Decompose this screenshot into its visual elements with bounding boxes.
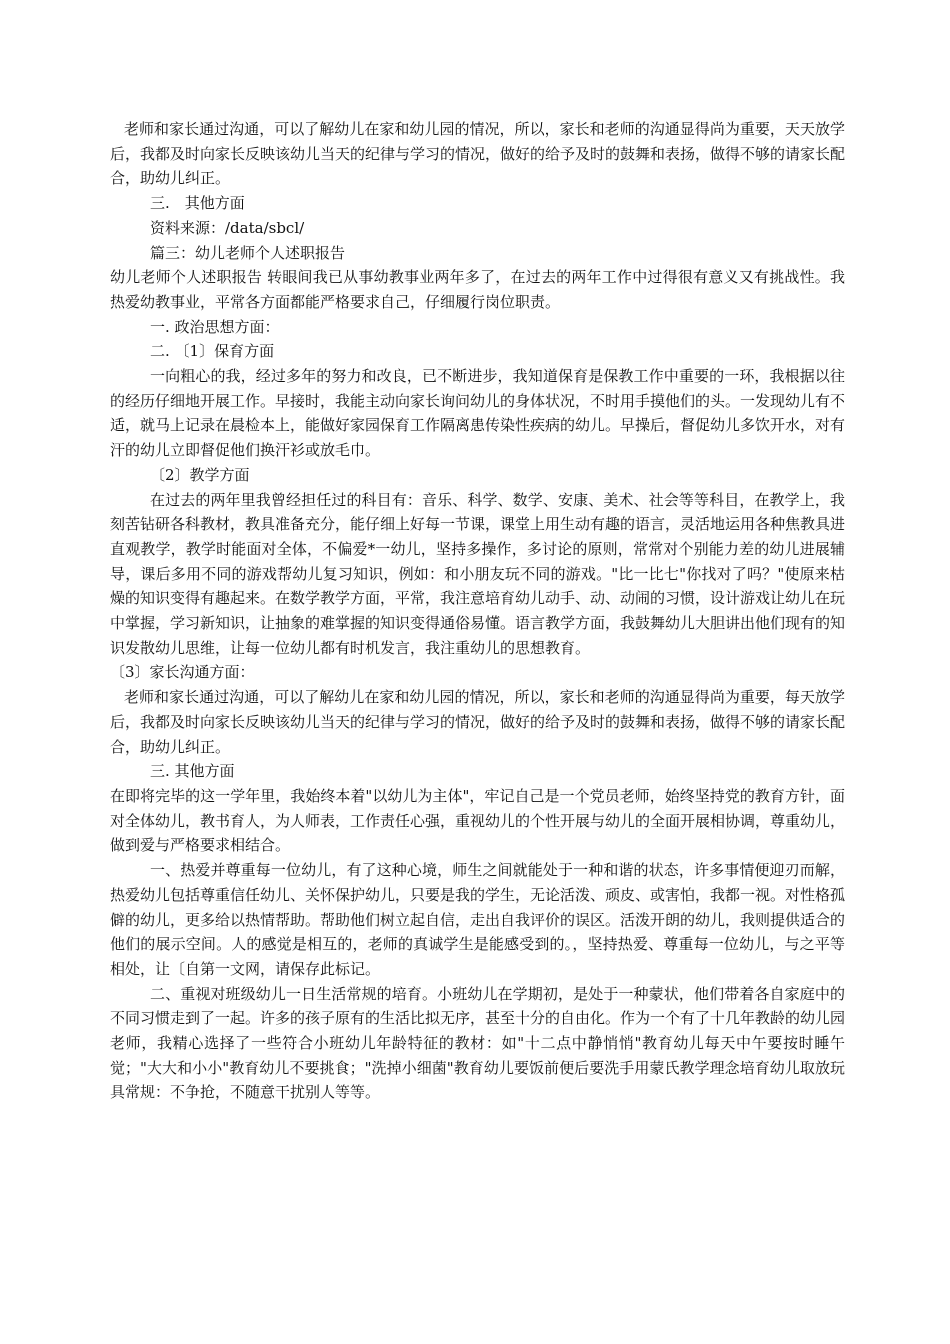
paragraph: 幼儿老师个人述职报告 转眼间我已从事幼教事业两年多了，在过去的两年工作中过得很有意义又有挑战性。我热爱幼教事业，平常各方面都能严格要求自己，仔细履行岗位职责。 — [110, 268, 845, 311]
paragraph: 二、重视对班级幼儿一日生活常规的培育。小班幼儿在学期初，是处于一种蒙状，他们带着各自家庭中的不同习惯走到了一起。许多的孩子原有的生活比拟无序，甚至十分的自由化。作为一个有了十几年教龄的幼儿园老师，我精心选择了一些符合小班幼儿年龄特征的教材：如"十二点中静悄悄"教育幼儿每天中午要按时睡午觉；"大大和小小"教育幼儿不要挑食；"洗掉小细菌"教育幼儿要饭前便后要洗手用蒙氏教学理念培育幼儿取放玩具常规：不争抢，不随意干扰别人等等。 — [110, 984, 846, 1102]
article-title: 篇三：幼儿老师个人述职报告 — [150, 243, 346, 262]
source-line: 资料来源：/data/sbcl/ — [150, 218, 305, 237]
section-heading: 〔3〕家长沟通方面： — [110, 663, 255, 682]
paragraph: 老师和家长通过沟通，可以了解幼儿在家和幼儿园的情况，所以，家长和老师的沟通显得尚为重要，每天放学后，我都及时向家长反映该幼儿当天的纪律与学习的情况，做好的给予及时的鼓舞和表扬，做得不够的请家长配合，助幼儿纠正。 — [110, 688, 846, 756]
paragraph: 一、热爱并尊重每一位幼儿，有了这种心境，师生之间就能处于一种和谐的状态，许多事情便迎刃而解，热爱幼儿包括尊重信任幼儿、关怀保护幼儿，只要是我的学生，无论活泼、顽皮、或害怕，我都一视。对性格孤僻的幼儿，更多给以热情帮助。帮助他们树立起自信，走出自我评价的误区。活泼开朗的幼儿，我则提供适合的他们的展示空间。人的感觉是相互的，老师的真诚学生是能感受到的。，坚持热爱、尊重每一位幼儿，与之平等相处，让〔自第一文网，请保存此标记。 — [110, 861, 846, 978]
section-heading: 二. 〔1〕保育方面 — [150, 342, 275, 361]
section-heading: 三. 其他方面 — [150, 762, 235, 781]
paragraph: 一向粗心的我，经过多年的努力和改良，已不断进步，我知道保育是保教工作中重要的一环，我根据以往的经历仔细地开展工作。早接时，我能主动向家长询问幼儿的身体状况，不时用手摸他们的头。一发现幼儿有不适，就马上记录在晨检本上，能做好家园保育工作隔离患传染性疾病的幼儿。早操后，督促幼儿多饮开水，对有汗的幼儿立即督促他们换汗衫或放毛巾。 — [110, 367, 846, 460]
paragraph: 在过去的两年里我曾经担任过的科目有：音乐、科学、数学、安康、美术、社会等等科目，在教学上，我刻苦钻研各科教材，教具准备充分，能仔细上好每一节课，课堂上用生动有趣的语言，灵活地运用各种焦教具进直观教学，教学时能面对全体，不偏爱*一幼儿，坚持多操作，多讨论的原则，常常对个别能力差的幼儿进展辅导，课后多用不同的游戏帮幼儿复习知识，例如：和小朋友玩不同的游戏。"比一比七"你找对了吗？"使原来枯燥的知识变得有趣起来。在数学教学方面，平常，我注意培育幼儿动手、动、动闹的习惯，设计游戏让幼儿在玩中掌握，学习新知识，让抽象的难掌握的知识变得通俗易懂。语言教学方面，我鼓舞幼儿大胆讲出他们现有的知识发散幼儿思维，让每一位幼儿都有时机发言，我注重幼儿的思想教育。 — [110, 490, 846, 657]
section-heading: 三. 其他方面 — [150, 194, 245, 213]
paragraph: 老师和家长通过沟通，可以了解幼儿在家和幼儿园的情况，所以，家长和老师的沟通显得尚为重要，天天放学后，我都及时向家长反映该幼儿当天的纪律与学习的情况，做好的给予及时的鼓舞和表扬，做得不够的请家长配合，助幼儿纠正。 — [110, 120, 846, 188]
section-heading: 〔2〕教学方面 — [150, 465, 250, 484]
document-body — [110, 117, 845, 1105]
section-heading: 一. 政治思想方面： — [150, 317, 280, 336]
paragraph: 在即将完毕的这一学年里，我始终本着"以幼儿为主体"，牢记自己是一个党员老师，始终坚持党的教育方针，面对全体幼儿，教书育人，为人师表，工作责任心强，重视幼儿的个性开展与幼儿的全面开展相协调，尊重幼儿，做到爱与严格要求相结合。 — [110, 786, 846, 855]
